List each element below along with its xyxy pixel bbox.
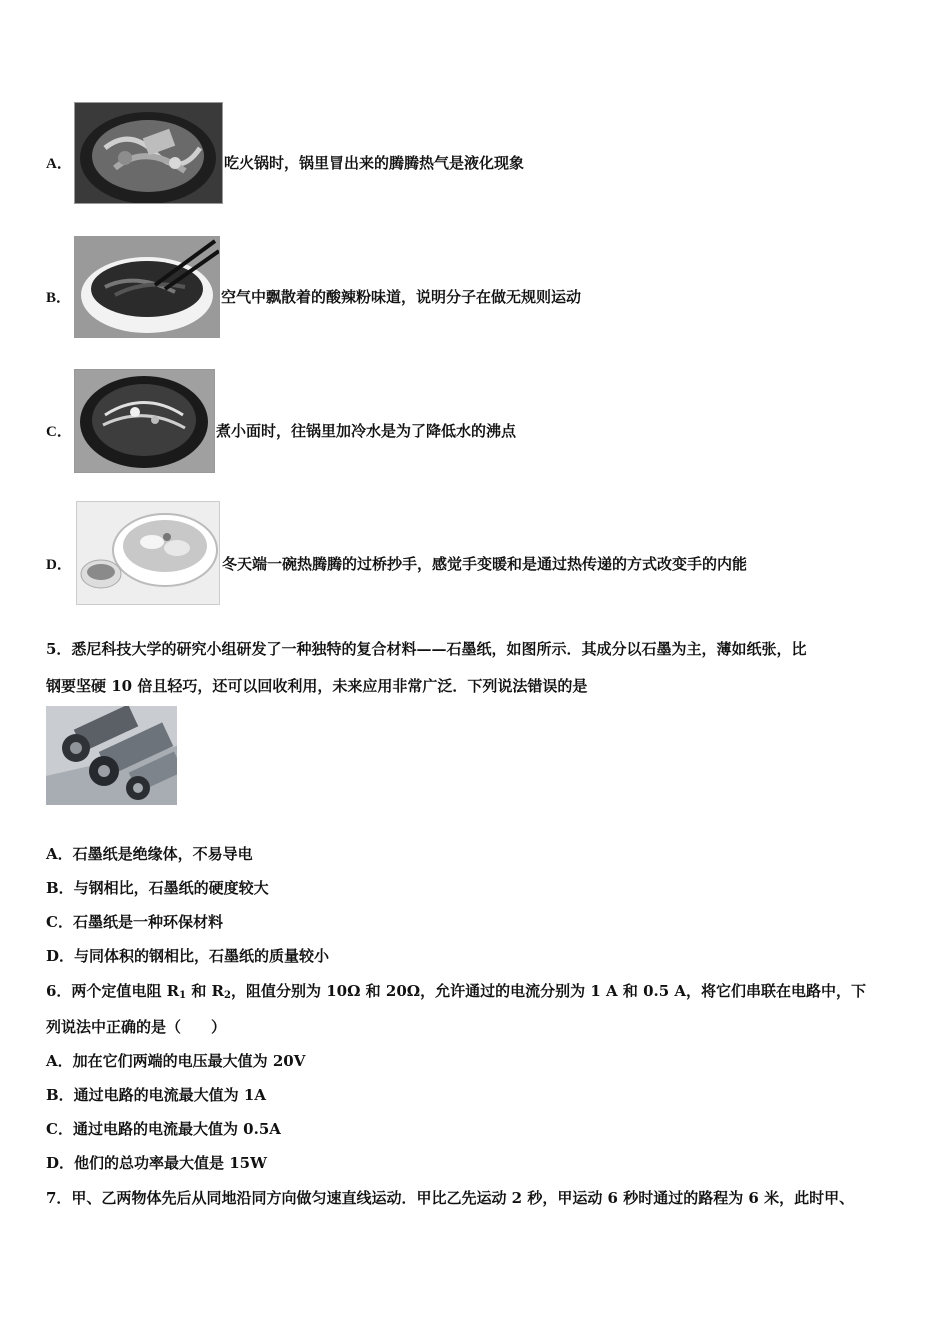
q7-stem-line1: 7．甲、乙两物体先后从同地沿同方向做匀速直线运动．甲比乙先运动 2 秒，甲运动 6 秒时通过的路程为 6 米，此时甲、 — [46, 1189, 855, 1207]
noodle-pot-photo-icon — [74, 369, 215, 473]
q4-option-b-text: 空气中飘散着的酸辣粉味道，说明分子在做无规则运动 — [221, 288, 582, 306]
q5-option-c: C．石墨纸是一种环保材料 — [46, 913, 223, 931]
q4-option-c-letter: C． — [46, 424, 72, 440]
q6-stem-line1: 6．两个定值电阻 $R_1$ 和 $R_2$，阻值分别为 10Ω 和 20Ω，允许通过的电流分别为 1 A 和 0.5 A，将它们串联在电路中，下 — [46, 982, 867, 1001]
q4-option-d-letter: D． — [46, 557, 72, 573]
q6-option-b: B．通过电路的电流最大值为 1A — [46, 1086, 266, 1104]
q4-option-a-text: 吃火锅时，锅里冒出来的腾腾热气是液化现象 — [224, 154, 525, 172]
q4-option-d-text: 冬天端一碗热腾腾的过桥抄手，感觉手变暖和是通过热传递的方式改变手的内能 — [222, 555, 748, 573]
q4-option-a-letter: A． — [46, 156, 72, 172]
q5-option-a: A．石墨纸是绝缘体，不易导电 — [46, 845, 253, 863]
q5-stem-line1: 5．悉尼科技大学的研究小组研发了一种独特的复合材料——石墨纸，如图所示．其成分以石墨为主，薄如纸张，比 — [46, 640, 807, 658]
q5-option-b: B．与钢相比，石墨纸的硬度较大 — [46, 879, 269, 897]
graphite-paper-rolls-photo-icon — [46, 706, 177, 805]
q6-option-c: C．通过电路的电流最大值为 0.5A — [46, 1120, 281, 1138]
q6-option-a: A．加在它们两端的电压最大值为 20V — [46, 1052, 306, 1070]
q6-option-d: D．他们的总功率最大值是 15W — [46, 1154, 267, 1172]
hotpot-photo-icon — [74, 102, 223, 204]
noodle-bowl-photo-icon — [74, 236, 220, 338]
q5-option-d: D．与同体积的钢相比，石墨纸的质量较小 — [46, 947, 330, 965]
q4-option-b-letter: B． — [46, 290, 72, 306]
wonton-bowl-photo-icon — [76, 501, 220, 605]
q6-stem-line2: 列说法中正确的是（ ） — [46, 1018, 227, 1036]
q5-stem-line2: 钢要坚硬 10 倍且轻巧，还可以回收利用，未来应用非常广泛．下列说法错误的是 — [46, 677, 588, 695]
q4-option-c-text: 煮小面时，往锅里加冷水是为了降低水的沸点 — [216, 422, 517, 440]
